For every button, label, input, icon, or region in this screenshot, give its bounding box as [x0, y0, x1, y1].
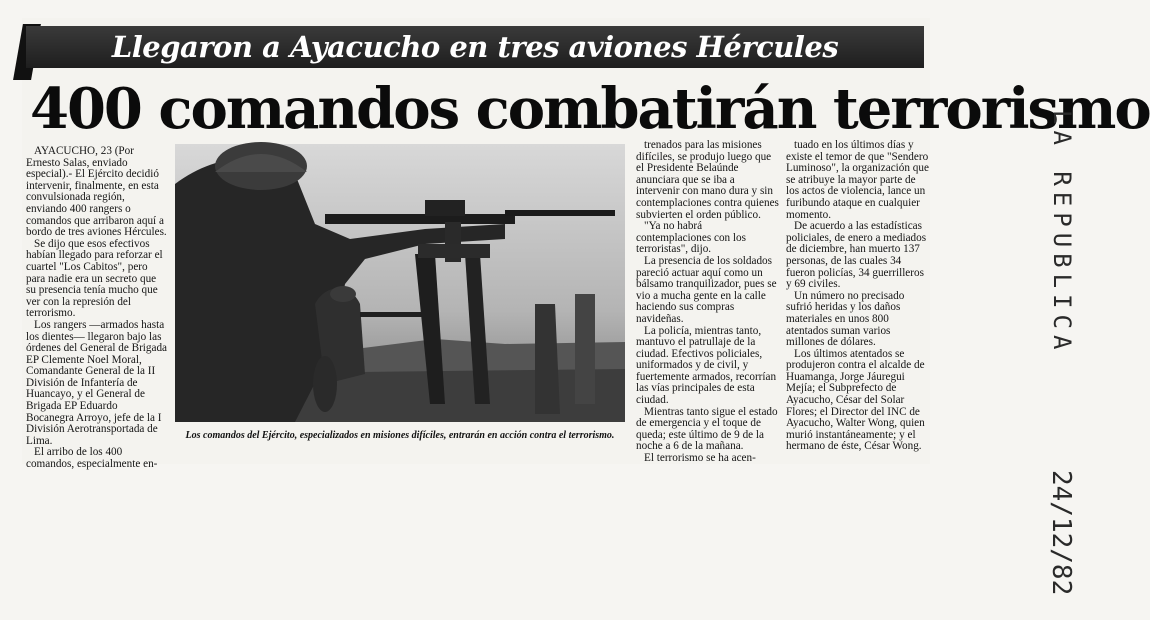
- paragraph: "Ya no habrá contemplaciones con los terroristas", dijo.: [636, 220, 746, 256]
- headline: 400 comandos combatirán terrorismo: [30, 76, 1150, 142]
- paragraph: trenados para las misiones difíciles, se produjo luego que el Presidente Belaúnde anunciara que se iba a intervenir con mano dura y sin contemplaciones contra quienes subvierten el orden público.: [636, 139, 779, 221]
- column-3: [786, 140, 930, 458]
- kicker-banner: Llegaron a Ayacucho en tres aviones Hércules: [26, 26, 924, 68]
- handwritten-source-note: LA REPUBLICA: [1048, 110, 1076, 356]
- paragraph: El arribo de los 400 comandos, especialmente en-: [26, 446, 158, 471]
- paragraph: El terrorismo se ha acen-: [644, 452, 756, 465]
- column-1: [26, 145, 168, 471]
- paragraph: Se dijo que esos efectivos habían llegado para reforzar el cuartel "Los Cabitos", pero para nadie era un secreto que su presencia tenía mucho que ver con la represión del terrorismo.: [26, 237, 163, 320]
- paragraph: AYACUCHO, 23 (Por Ernesto Salas, enviado especial).- El Ejército decidió intervenir, finalmente, en esta convulsionada región, enviando 400 rangers o comandos que arribaron aquí a bordo de tres aviones Hércules.: [26, 145, 167, 239]
- paragraph: Los últimos atentados se produjeron contra el alcalde de Huamanga, Jorge Jáuregui Mejía; el Subprefecto de Ayacucho, César del Solar Flores; el Director del INC de Ayacucho, Walter Wong, quien murió instantáneamente; y el hermano de éste, César Wong.: [786, 347, 925, 453]
- photo-caption: Los comandos del Ejército, especializados en misiones difíciles, entrarán en acción contra el terrorismo.: [185, 430, 615, 441]
- paragraph: La presencia de los soldados pareció actuar aquí como un bálsamo tranquilizador, pues se vio a mucha gente en la calle haciendo sus compras navideñas.: [636, 254, 777, 325]
- paragraph: Mientras tanto sigue el estado de emergencia y el toque de queda; este último de 9 de la noche a 6 de la mañana.: [636, 405, 778, 453]
- paragraph: Los rangers —armados hasta los dientes— llegaron bajo las órdenes del General de Brigada EP Clemente Noel Moral, Comandante General de la II División de Infantería de Huancayo, y el General de Brigada EP Eduardo Bocanegra Arroyo, jefe de la I División Aerotransportada de Lima.: [26, 318, 168, 447]
- paragraph: Un número no precisado sufrió heridas y los daños materiales en unos 800 atentados suman varios millones de dólares.: [786, 289, 905, 349]
- paragraph: La policía, mientras tanto, mantuvo el patrullaje de la ciudad. Efectivos policiales, uniformados y de civil, y fuertemente armados, recorrían las vías principales de esta ciudad.: [636, 324, 777, 407]
- handwritten-date-note: 24/12/82: [1046, 470, 1076, 596]
- column-2: [636, 139, 780, 465]
- soldiers-photo: [175, 144, 625, 422]
- paragraph: De acuerdo a las estadísticas policiales, de enero a mediados de diciembre, han muerto 137 personas, de las cuales 34 fueron policías, 34 guerrilleros y 69 civiles.: [786, 220, 927, 291]
- paragraph: tuado en los últimos días y existe el temor de que "Sendero Luminoso", la organización que se atribuye la mayor parte de los actos de violencia, lance un furibundo ataque en cualquier momento.: [786, 139, 929, 221]
